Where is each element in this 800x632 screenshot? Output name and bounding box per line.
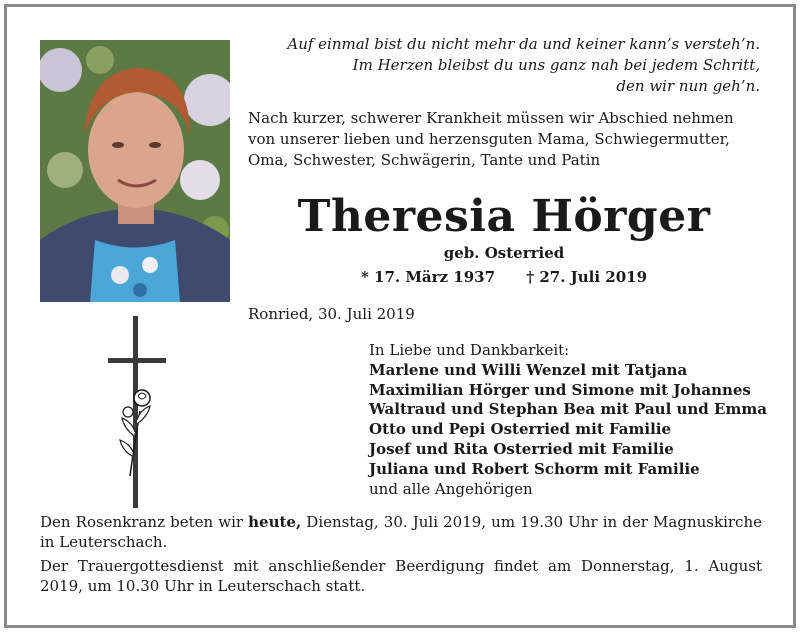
poem — [250, 34, 760, 97]
poem-line: Im Herzen bleibst du uns ganz nah bei jedem Schritt, — [352, 56, 760, 74]
poem-line: den wir nun geh’n. — [616, 77, 760, 95]
rosary-day-emphasis: heute, — [248, 513, 302, 531]
rosary-notice — [40, 512, 762, 552]
birth-name: geb. Osterried — [443, 244, 565, 262]
life-dates — [248, 266, 760, 288]
rosary-text-start: Den Rosenkranz beten wir — [40, 513, 249, 531]
mourners-list — [369, 341, 769, 499]
poem-line: Auf einmal bist du nicht mehr da und keiner kann’s versteh’n. — [287, 35, 760, 53]
mourner-family: Otto und Pepi Osterried mit Familie — [369, 420, 672, 439]
deceased-name: Theresia Hörger — [297, 191, 711, 242]
intro-line: Nach kurzer, schwerer Krankheit müssen wir Abschied nehmen — [248, 109, 734, 127]
intro-line: Oma, Schwester, Schwägerin, Tante und Patin — [248, 151, 601, 169]
mourners-closing: und alle Angehörigen — [369, 479, 533, 498]
intro-text — [248, 108, 760, 171]
mourner-family: Waltraud und Stephan Bea mit Paul und Emma — [369, 400, 767, 419]
place-date: Ronried, 30. Juli 2019 — [248, 305, 415, 323]
mourner-family: Marlene und Willi Wenzel mit Tatjana — [369, 360, 688, 379]
mourner-family: Maximilian Hörger und Simone mit Johannes — [369, 380, 751, 399]
intro-line: von unserer lieben und herzensguten Mama, Schwiegermutter, — [248, 130, 730, 148]
rosary-text-end: Dienstag, 30. Juli 2019, um 19.30 Uhr in der Magnuskirche in Leuterschach. — [40, 513, 762, 551]
portrait-photo — [40, 40, 230, 302]
mourners-heading: In Liebe und Dankbarkeit: — [369, 341, 570, 359]
birth-date: * 17. März 1937 — [360, 268, 496, 286]
mourner-family: Josef und Rita Osterried mit Familie — [369, 439, 674, 458]
funeral-notice: Der Trauergottesdienst mit anschließender Beerdigung findet am Donnerstag, 1. August 2019, um 10.30 Uhr in Leuterschach statt. — [40, 557, 762, 595]
death-date: † 27. Juli 2019 — [526, 268, 648, 286]
cross-with-rose-icon — [100, 316, 172, 508]
mourner-family: Juliana und Robert Schorm mit Familie — [369, 459, 700, 478]
service-info — [40, 512, 762, 600]
